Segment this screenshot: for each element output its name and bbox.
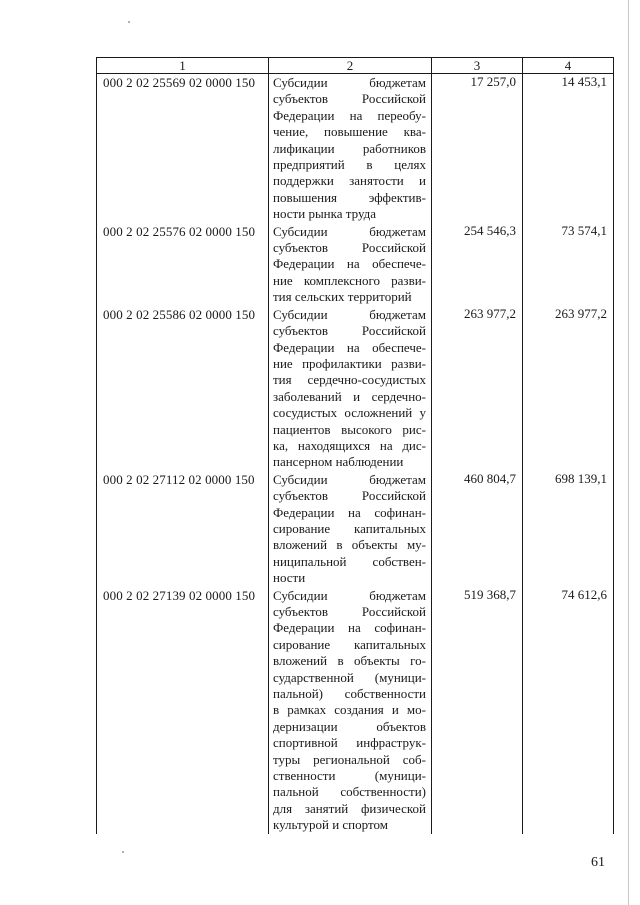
description-line: сирование капитальных <box>273 520 426 536</box>
description-line: Федерации на обеспече- <box>273 256 426 272</box>
column-header: 4 <box>523 58 614 74</box>
description-line: сосудистых осложнений у <box>273 405 426 421</box>
amount-col3-cell: 263 977,2 <box>432 306 523 471</box>
description-line: ности <box>273 570 306 586</box>
description-line: субъектов Российской <box>273 91 426 107</box>
description-line: ности рынка труда <box>273 206 377 222</box>
description-line: чение, повышение ква- <box>273 124 426 140</box>
description-line: предприятий в целях <box>273 157 426 173</box>
budget-code-cell: 000 2 02 25569 02 0000 150 <box>97 74 269 223</box>
description-line: пальной собственности) <box>273 784 426 800</box>
description-line: Субсидии бюджетам <box>273 471 426 487</box>
description-line: субъектов Российской <box>273 488 426 504</box>
description-line: пансерном наблюдении <box>273 454 404 470</box>
description-cell <box>269 471 432 587</box>
amount-col4-cell: 14 453,1 <box>523 74 614 223</box>
description-line: Субсидии бюджетам <box>273 75 426 90</box>
description-line: ниципальной собствен- <box>273 553 426 569</box>
description-line: пальной) собственности <box>273 686 426 702</box>
description-cell <box>269 223 432 306</box>
description-cell <box>269 74 432 223</box>
description-line: субъектов Российской <box>273 323 426 339</box>
description-line: ние профилактики разви- <box>273 355 426 371</box>
budget-code-cell: 000 2 02 25586 02 0000 150 <box>97 306 269 471</box>
description-line: лификации работников <box>273 140 426 156</box>
scan-speck <box>122 851 124 853</box>
description-line: пациентов высокого рис- <box>273 421 426 437</box>
description-line: субъектов Российской <box>273 240 426 256</box>
description-line: вложений в объекты го- <box>273 653 426 669</box>
description-line: дернизации объектов <box>273 718 426 734</box>
budget-table <box>96 57 614 834</box>
page-number: 61 <box>591 855 605 870</box>
description-line: в рамках создания и мо- <box>273 702 426 718</box>
table-body <box>97 74 614 834</box>
table-row <box>97 74 614 223</box>
page-edge <box>628 0 629 905</box>
description-line: сирование капитальных <box>273 636 426 652</box>
budget-code-cell: 000 2 02 27112 02 0000 150 <box>97 471 269 587</box>
table-row <box>97 471 614 587</box>
description-line: сударственной (муници- <box>273 669 426 685</box>
scan-speck <box>128 21 130 23</box>
column-header: 2 <box>269 58 432 74</box>
column-header: 3 <box>432 58 523 74</box>
column-header: 1 <box>97 58 269 74</box>
description-line: Федерации на софинан- <box>273 620 426 636</box>
budget-code-cell: 000 2 02 25576 02 0000 150 <box>97 223 269 306</box>
amount-col4-cell: 73 574,1 <box>523 223 614 306</box>
table-row <box>97 587 614 834</box>
description-line: поддержки занятости и <box>273 173 426 189</box>
description-line: повышения эффектив- <box>273 189 426 205</box>
description-cell <box>269 306 432 471</box>
description-cell <box>269 587 432 834</box>
description-line: ка, находящихся на дис- <box>273 437 426 453</box>
description-line: Субсидии бюджетам <box>273 587 426 603</box>
table-header-row <box>97 58 614 74</box>
description-line: спортивной инфраструк- <box>273 735 426 751</box>
table-row <box>97 306 614 471</box>
amount-col3-cell: 460 804,7 <box>432 471 523 587</box>
description-line: Федерации на переобу- <box>273 107 426 123</box>
description-line: заболеваний и сердечно- <box>273 388 426 404</box>
amount-col3-cell: 254 546,3 <box>432 223 523 306</box>
description-line: ственности (муници- <box>273 768 426 784</box>
amount-col3-cell: 519 368,7 <box>432 587 523 834</box>
budget-code-cell: 000 2 02 27139 02 0000 150 <box>97 587 269 834</box>
description-line: тия сельских территорий <box>273 289 412 305</box>
amount-col4-cell: 74 612,6 <box>523 587 614 834</box>
amount-col4-cell: 698 139,1 <box>523 471 614 587</box>
description-line: культурой и спортом <box>273 817 388 833</box>
description-line: тия сердечно-сосудистых <box>273 372 426 388</box>
amount-col4-cell: 263 977,2 <box>523 306 614 471</box>
description-line: Федерации на софинан- <box>273 504 426 520</box>
description-line: ние комплексного разви- <box>273 272 426 288</box>
description-line: Федерации на обеспече- <box>273 339 426 355</box>
amount-col3-cell: 17 257,0 <box>432 74 523 223</box>
description-line: туры региональной соб- <box>273 751 426 767</box>
description-line: Субсидии бюджетам <box>273 223 426 239</box>
table-row <box>97 223 614 306</box>
description-line: для занятий физической <box>273 800 426 816</box>
description-line: вложений в объекты му- <box>273 537 426 553</box>
description-line: Субсидии бюджетам <box>273 306 426 322</box>
description-line: субъектов Российской <box>273 604 426 619</box>
